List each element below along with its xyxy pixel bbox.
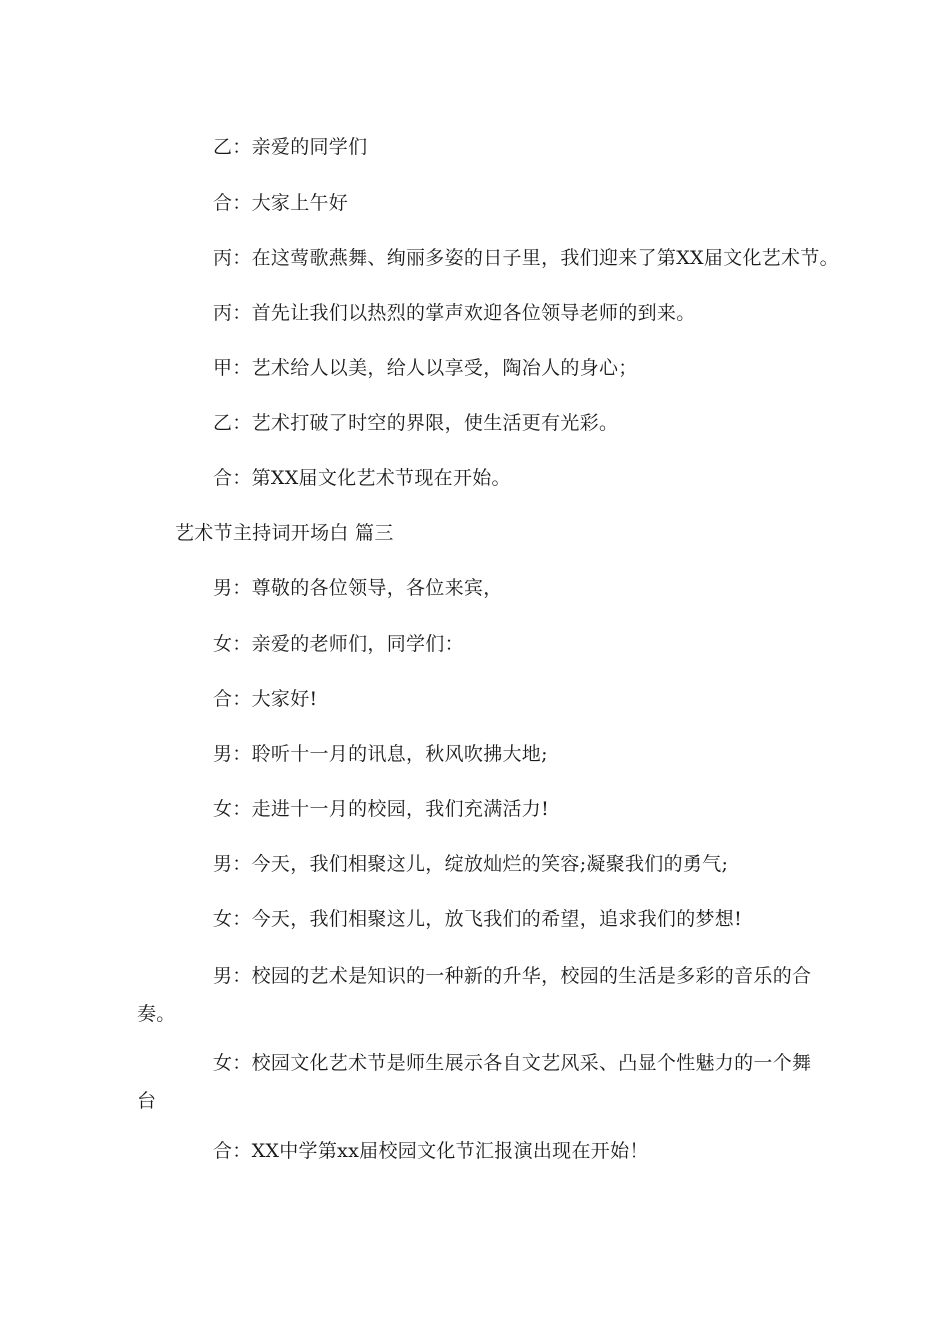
dialogue-line: 合：大家好! bbox=[213, 688, 318, 710]
closing-line: 合：XX中学第xx届校园文化节汇报演出现在开始！ bbox=[213, 1140, 649, 1162]
wrapped-dialogue-paragraph: 男：校园的艺术是知识的一种新的升华，校园的生活是多彩的音乐的合奏。 bbox=[137, 965, 812, 1025]
dialogue-line: 丙：首先让我们以热烈的掌声欢迎各位领导老师的到来。 bbox=[213, 302, 696, 324]
dialogue-line: 男：今天，我们相聚这儿，绽放灿烂的笑容;凝聚我们的勇气; bbox=[213, 853, 729, 875]
dialogue-line: 甲：艺术给人以美，给人以享受，陶冶人的身心； bbox=[213, 357, 638, 379]
dialogue-line: 丙：在这莺歌燕舞、绚丽多姿的日子里，我们迎来了第XX届文化艺术节。 bbox=[213, 247, 839, 269]
dialogue-line: 女：今天，我们相聚这儿，放飞我们的希望，追求我们的梦想! bbox=[213, 908, 743, 930]
dialogue-line: 女：走进十一月的校园，我们充满活力! bbox=[213, 798, 550, 820]
wrapped-dialogue-paragraph: 女：校园文化艺术节是师生展示各自文艺风采、凸显个性魅力的一个舞台 bbox=[137, 1052, 812, 1112]
dialogue-line: 女：亲爱的老师们，同学们： bbox=[213, 633, 464, 655]
dialogue-line: 合：大家上午好 bbox=[213, 192, 349, 214]
dialogue-line: 男：聆听十一月的讯息，秋风吹拂大地; bbox=[213, 743, 548, 765]
dialogue-line: 乙：亲爱的同学们 bbox=[213, 136, 368, 158]
dialogue-line: 乙：艺术打破了时空的界限，使生活更有光彩。 bbox=[213, 412, 619, 434]
dialogue-line: 男：尊敬的各位领导，各位来宾， bbox=[213, 577, 503, 599]
section-heading: 艺术节主持词开场白 篇三 bbox=[175, 522, 394, 544]
dialogue-line: 合：第XX届文化艺术节现在开始。 bbox=[213, 467, 511, 489]
